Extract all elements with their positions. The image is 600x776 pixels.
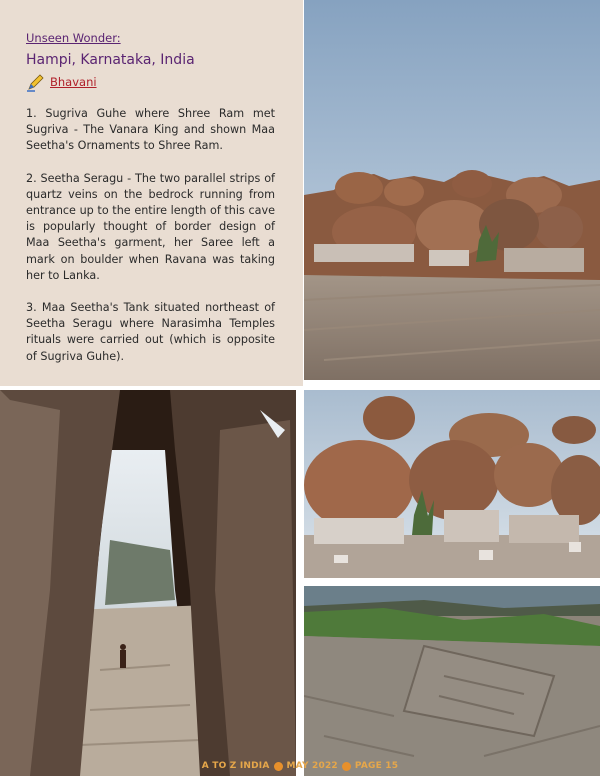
photo-boulders-closeup — [304, 390, 600, 578]
photo-rock-carving — [304, 586, 600, 776]
footer-page: PAGE 15 — [354, 761, 399, 771]
footer-issue: MAY 2022 — [286, 761, 338, 771]
paragraph: 3. Maa Seetha's Tank situated northeast of Seetha Seragu where Narasimha Temples rituals were carried out (which is opposite of Sugriva Guhe). — [26, 301, 275, 363]
page-title: Hampi, Karnataka, India — [26, 52, 195, 68]
paragraph: 1. Sugriva Guhe where Shree Ram met Sugriva - The Vanara King and shown Maa Seetha's Ornaments to Shree Ram. — [26, 107, 275, 153]
article-text-panel — [0, 0, 303, 386]
section-label: Unseen Wonder: — [26, 31, 121, 45]
page-footer — [190, 759, 410, 773]
footer-magazine: A TO Z INDIA — [201, 761, 270, 771]
paragraph: 2. Seetha Seragu - The two parallel strips of quartz veins on the bedrock running from entrance up to the entire length of this cave is popularly thought of border design of Maa Seetha's garment, her Saree left a mark on boulder when Ravana was taking her to Lanka. — [26, 171, 275, 282]
pen-icon — [26, 72, 46, 92]
photo-cave-passage — [0, 390, 296, 776]
article-body — [26, 106, 275, 381]
footer-dot-icon — [342, 762, 351, 771]
author-link[interactable]: Bhavani — [50, 75, 97, 89]
author-byline — [26, 72, 97, 92]
footer-dot-icon — [274, 762, 283, 771]
photo-boulders-sky — [304, 0, 600, 380]
